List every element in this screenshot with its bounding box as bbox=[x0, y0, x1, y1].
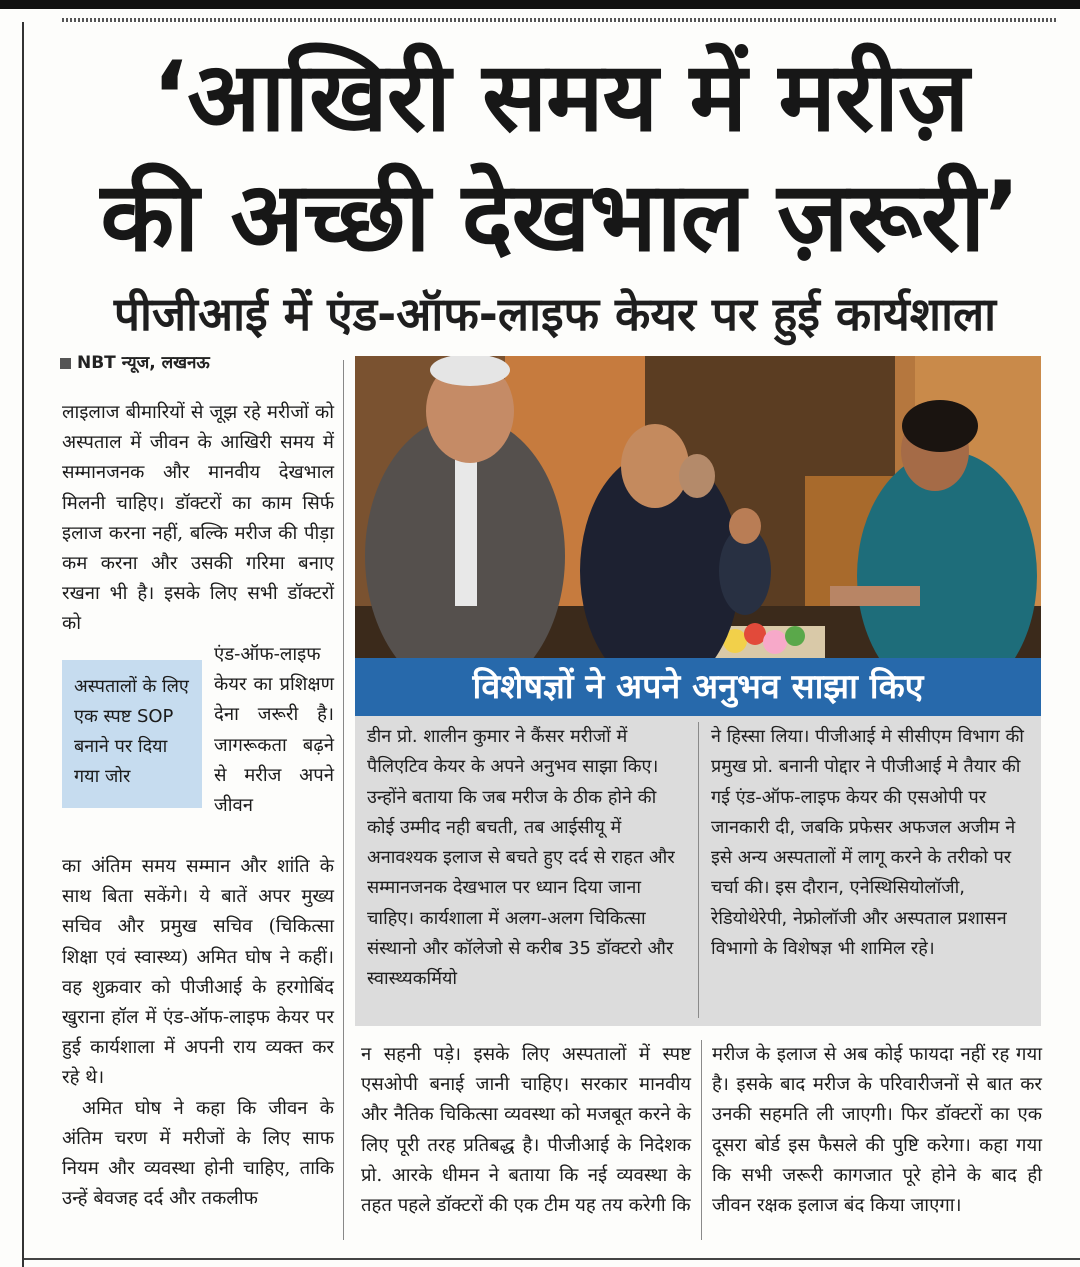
photo-illustration bbox=[355, 356, 1041, 658]
subheadline: पीजीआई में एंड-ऑफ-लाइफ केयर पर हुई कार्यशाला bbox=[113, 287, 997, 341]
bottom-column-2: न सहनी पड़े। इसके लिए अस्पतालों में स्पष्ट एसओपी बनाई जानी चाहिए। सरकार मानवीय और नैतिक चिकित्सा व्यवस्था को मजबूत करने के लिए पूरी तरह प्रतिबद्ध है। पीजीआई के निदेशक प्रो. आरके धीमन ने बताया कि नई व्यवस्था के तहत पहले डॉक्टरों की एक टीम यह तय करेगी कि bbox=[361, 1044, 691, 1217]
box-column-1: डीन प्रो. शालीन कुमार ने कैंसर मरीजों में पैलिएटिव केयर के अपने अनुभव साझा किए। उन्होंने बताया कि जब मरीज के ठीक होने की कोई उम्मीद नही बचती, तब आईसीयू में अनावश्यक इलाज से बचते हुए दर्द से राहत और सम्मानजनक देखभाल पर ध्यान दिया जाना चाहिए। कार्यशाला में अलग-अलग चिकित्सा संस्थानो और कॉलेजो से करीब 35 डॉक्टरो और स्वास्थ्यकर्मियो bbox=[367, 726, 675, 990]
column-divider bbox=[343, 360, 344, 1240]
headline-line-1: ‘आखिरी समय में मरीज़ bbox=[151, 41, 969, 153]
bottom-rule bbox=[24, 1258, 1080, 1260]
box-divider bbox=[698, 722, 699, 1018]
pullquote: अस्पतालों के लिए एक स्पष्ट SOP बनाने पर दिया गया जोर bbox=[62, 660, 202, 808]
bottom-divider bbox=[701, 1040, 702, 1240]
headline-line-2: की अच्छी देखभाल ज़रूरी’ bbox=[100, 161, 1020, 273]
top-bar bbox=[0, 0, 1080, 9]
byline-square-icon bbox=[60, 358, 71, 369]
box-column-2: ने हिस्सा लिया। पीजीआई मे सीसीएम विभाग की प्रमुख प्रो. बनानी पोद्दार ने पीजीआई मे तैयार की गई एंड-ऑफ-लाइफ केयर की एसओपी पर जानकारी दी, जबकि प्रफेसर अफजल अजीम ने इसे अन्य अस्पतालों में लागू करने के तरीको पर चर्चा की। इस दौरान, एनेस्थिसियोलॉजी, रेडियोथेरेपी, नेफ्रोलॉजी और अस्पताल प्रशासन विभागो के विशेषज्ञ भी शामिल रहे। bbox=[711, 726, 1024, 960]
column1-continue: का अंतिम समय सम्मान और शांति के साथ बिता सकेंगे। ये बातें अपर मुख्य सचिव और प्रमुख सचिव (चिकित्सा शिक्षा एवं स्वास्थ्य) अमित घोष ने कहीं। वह शुक्रवार को पीजीआई के हरगोबिंद खुराना हॉल में एंड-ऑफ-लाइफ केयर पर हुई कार्यशाला में अपनी राय व्यक्त कर रहे थे। अमित घोष ने कहा कि जीवन के अंतिम चरण में मरीजों के लिए साफ नियम और व्यवस्था होनी चाहिए, ताकि उन्हें बेवजह दर्द और तकलीफ bbox=[62, 856, 334, 1210]
bottom-column-3: मरीज के इलाज से अब कोई फायदा नहीं रह गया है। इसके बाद मरीज के परिवारीजनों से बात कर उनकी सहमति ली जाएगी। फिर डॉक्टरों का एक दूसरा बोर्ड इस फैसले की पुष्टि करेगा। कहा गया कि सभी जरूरी कागजात पूरे होने के बाद ही जीवन रक्षक इलाज बंद किया जाएगा। bbox=[712, 1044, 1042, 1217]
left-margin-rule bbox=[22, 22, 24, 1267]
column1-wrap: एंड-ऑफ-लाइफ केयर का प्रशिक्षण देना जरूरी है। जागरूकता बढ़ने से मरीज अपने जीवन bbox=[214, 644, 334, 817]
byline bbox=[60, 350, 210, 373]
news-photo bbox=[355, 356, 1041, 658]
box-title: विशेषज्ञों ने अपने अनुभव साझा किए bbox=[355, 658, 1041, 716]
dotted-rule bbox=[62, 18, 1057, 22]
byline-text: NBT न्यूज, लखनऊ bbox=[77, 353, 210, 373]
column1-intro: लाइलाज बीमारियों से जूझ रहे मरीजों को अस्पताल में जीवन के आखिरी समय में सम्मानजनक और मानवीय देखभाल मिलनी चाहिए। डॉक्टरों का काम सिर्फ इलाज करना नहीं, बल्कि मरीज की पीड़ा कम करना और उसकी गरिमा बनाए रखना भी है। इसके लिए सभी डॉक्टरों को bbox=[62, 402, 334, 635]
